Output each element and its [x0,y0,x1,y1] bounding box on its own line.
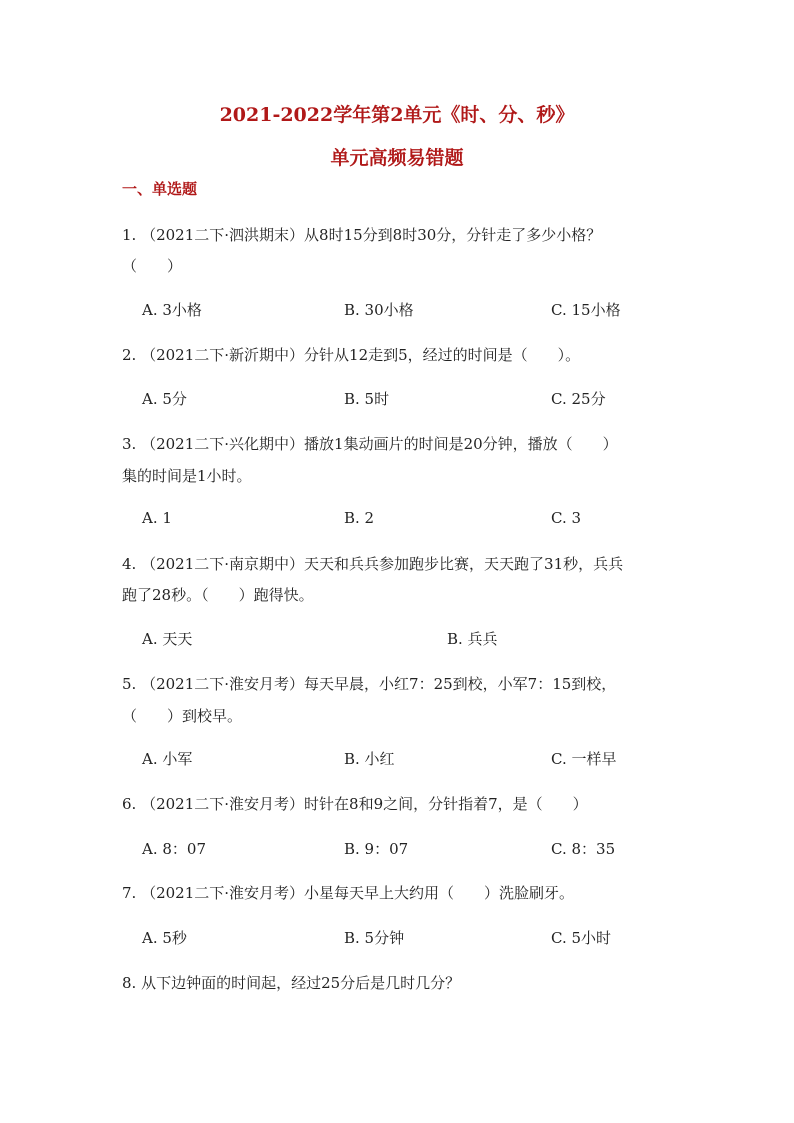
question-6-option-a[interactable]: A. 8：07 [142,840,206,858]
question-6-text: 6. （2021二下·淮安月考）时针在8和9之间，分针指着7，是（ ） [122,795,588,813]
question-2-option-a[interactable]: A. 5分 [142,390,187,408]
question-3-option-b[interactable]: B. 2 [344,509,375,527]
question-5-option-b[interactable]: B. 小红 [344,750,395,768]
question-2-option-c[interactable]: C. 25分 [551,390,606,408]
question-4-option-a[interactable]: A. 天天 [142,630,193,648]
question-4-option-b[interactable]: B. 兵兵 [447,630,498,648]
question-4-text: 4. （2021二下·南京期中）天天和兵兵参加跑步比赛，天天跑了31秒，兵兵 [122,555,624,573]
question-3-text: 3. （2021二下·兴化期中）播放1集动画片的时间是20分钟，播放（ ） [122,435,618,453]
question-1-text: 1. （2021二下·泗洪期末）从8时15分到8时30分，分针走了多少小格？ [122,226,602,244]
question-1-text-cont: （ ） [122,257,183,275]
question-7-option-a[interactable]: A. 5秒 [142,929,187,947]
question-5-text-cont: （ ）到校早。 [122,707,243,725]
question-1-option-a[interactable]: A. 3小格 [142,301,202,319]
section-heading: 一、单选题 [122,180,198,198]
question-5-option-c[interactable]: C. 一样早 [551,750,617,768]
question-6-option-c[interactable]: C. 8：35 [551,840,616,858]
document-title: 2021-2022学年第2单元《时、分、秒》 [219,104,575,126]
question-7-text: 7. （2021二下·淮安月考）小星每天早上大约用（ ）洗脸刷牙。 [122,884,575,902]
document-subtitle: 单元高频易错题 [330,147,464,169]
question-4-text-cont: 跑了28秒。（ ）跑得快。 [122,586,314,604]
question-1-option-c[interactable]: C. 15小格 [551,301,621,319]
question-1-option-b[interactable]: B. 30小格 [344,301,414,319]
question-2-option-b[interactable]: B. 5时 [344,390,390,408]
question-7-option-b[interactable]: B. 5分钟 [344,929,405,947]
question-3-option-c[interactable]: C. 3 [551,509,582,527]
question-5-text: 5. （2021二下·淮安月考）每天早晨，小红7：25到校，小军7：15到校， [122,675,617,693]
question-6-option-b[interactable]: B. 9：07 [344,840,409,858]
question-8-text: 8. 从下边钟面的时间起，经过25分后是几时几分？ [122,974,461,992]
question-2-text: 2. （2021二下·新沂期中）分针从12走到5，经过的时间是（ ）。 [122,346,581,364]
question-5-option-a[interactable]: A. 小军 [142,750,193,768]
question-7-option-c[interactable]: C. 5小时 [551,929,612,947]
question-3-option-a[interactable]: A. 1 [142,509,172,527]
question-3-text-cont: 集的时间是1小时。 [122,467,252,485]
